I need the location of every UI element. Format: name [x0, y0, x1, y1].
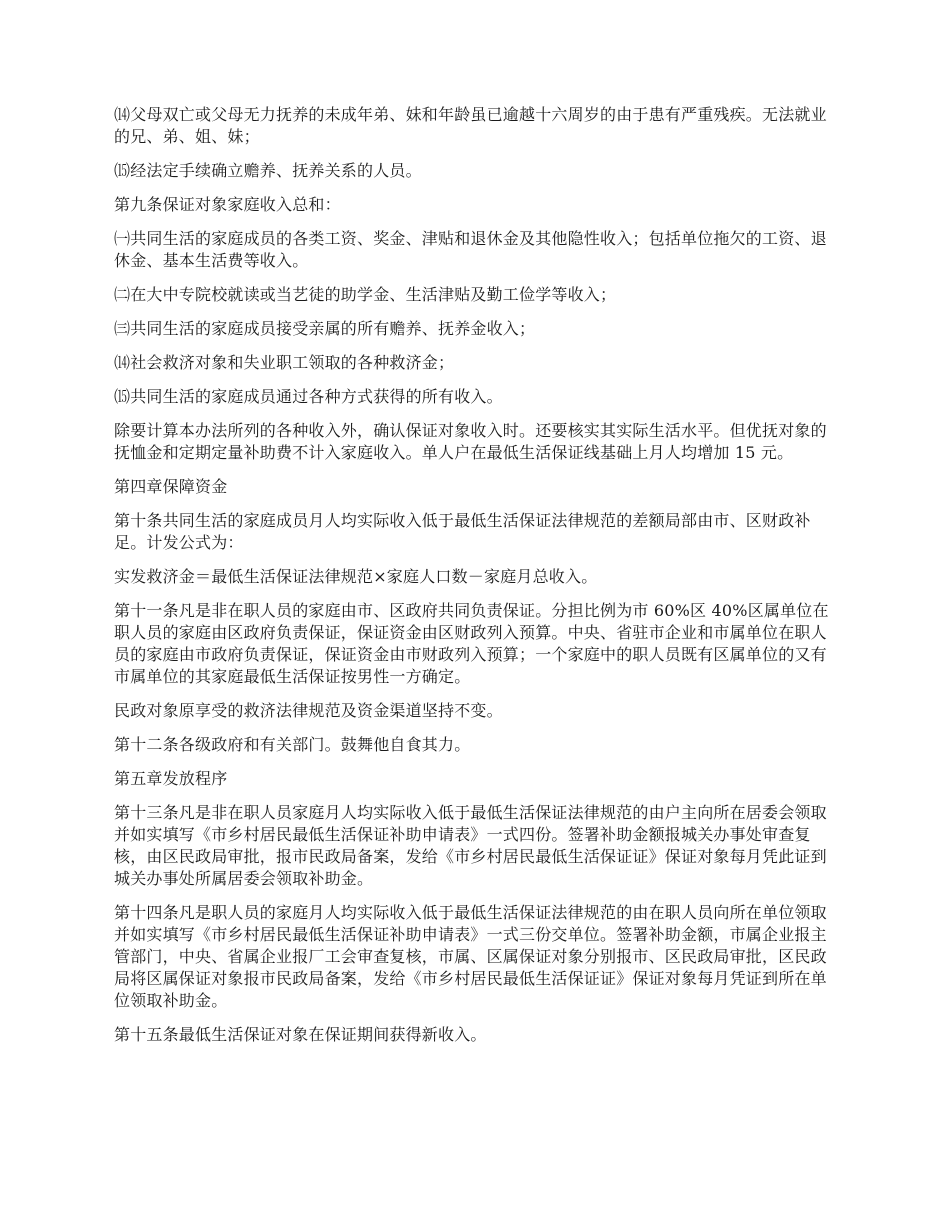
- paragraph-income-other: ⒂共同生活的家庭成员通过各种方式获得的所有收入。: [114, 387, 503, 406]
- article-13: 第十三条凡是非在职人员家庭月人均实际收入低于最低生活保证法律规范的由户主向所在居委会领取并如实填写《市乡村居民最低生活保证补助申请表》一式四份。签署补助金额报城关办事处审查复核，由区民政局审批，报市民政局备案，发给《市乡村居民最低生活保证证》保证对象每月凭此证到城关办事处所属居委会领取补助金。: [114, 803, 827, 888]
- chapter-4-heading: 第四章保障资金: [114, 477, 228, 496]
- article-11: 第十一条凡是非在职人员的家庭由市、区政府共同负责保证。分担比例为市 60%区 40%区属单位在职人员的家庭由区政府负责保证，保证资金由区财政列入预算。中央、省驻市企业和市属单位在职人员的家庭由市政府负责保证，保证资金由市财政列入预算；一个家庭中的职人员既有区属单位的又有市属单位的其家庭最低生活保证按男性一方确定。: [114, 601, 829, 686]
- paragraph-guardian-siblings: ⒁父母双亡或父母无力抚养的未成年弟、妹和年龄虽已逾越十六周岁的由于患有严重残疾。无法就业的兄、弟、姐、妹；: [114, 105, 827, 146]
- chapter-5-heading: 第五章发放程序: [114, 769, 228, 788]
- article-10: 第十条共同生活的家庭成员月人均实际收入低于最低生活保证法律规范的差额局部由市、区财政补足。计发公式为：: [114, 511, 811, 552]
- paragraph-income-stipend: ㈡在大中专院校就读或当艺徒的助学金、生活津贴及勤工俭学等收入；: [114, 285, 617, 304]
- paragraph-civil-affairs: 民政对象原享受的救济法律规范及资金渠道坚持不变。: [114, 701, 503, 720]
- article-9-heading: 第九条保证对象家庭收入总和：: [114, 195, 341, 214]
- paragraph-income-verification: 除要计算本办法所列的各种收入外，确认保证对象收入时。还要核实其实际生活水平。但优抚对象的抚恤金和定期定量补助费不计入家庭收入。单人户在最低生活保证线基础上月人均增加 15 元。: [114, 421, 827, 462]
- paragraph-income-relief: ⒁社会救济对象和失业职工领取的各种救济金；: [114, 353, 455, 372]
- article-12: 第十二条各级政府和有关部门。鼓舞他自食其力。: [114, 735, 471, 754]
- paragraph-income-wages: ㈠共同生活的家庭成员的各类工资、奖金、津贴和退休金及其他隐性收入；包括单位拖欠的工资、退休金、基本生活费等收入。: [114, 229, 827, 270]
- formula: 实发救济金＝最低生活保证法律规范×家庭人口数－家庭月总收入。: [114, 567, 598, 586]
- article-15: 第十五条最低生活保证对象在保证期间获得新收入。: [114, 1025, 487, 1044]
- article-14: 第十四条凡是职人员的家庭月人均实际收入低于最低生活保证法律规范的由在职人员向所在单位领取并如实填写《市乡村居民最低生活保证补助申请表》一式三份交单位。签署补助金额，市属企业报主管部门，中央、省属企业报厂工会审查复核，市属、区属保证对象分别报市、区民政局审批，区民政局将区属保证对象报市民政局备案，发给《市乡村居民最低生活保证证》保证对象每月凭证到所在单位领取补助金。: [114, 903, 827, 1010]
- paragraph-legal-support: ⒂经法定手续确立赡养、抚养关系的人员。: [114, 161, 422, 180]
- paragraph-income-relatives: ㈢共同生活的家庭成员接受亲属的所有赡养、抚养金收入；: [114, 319, 536, 338]
- document-page: [114, 104, 842, 1058]
